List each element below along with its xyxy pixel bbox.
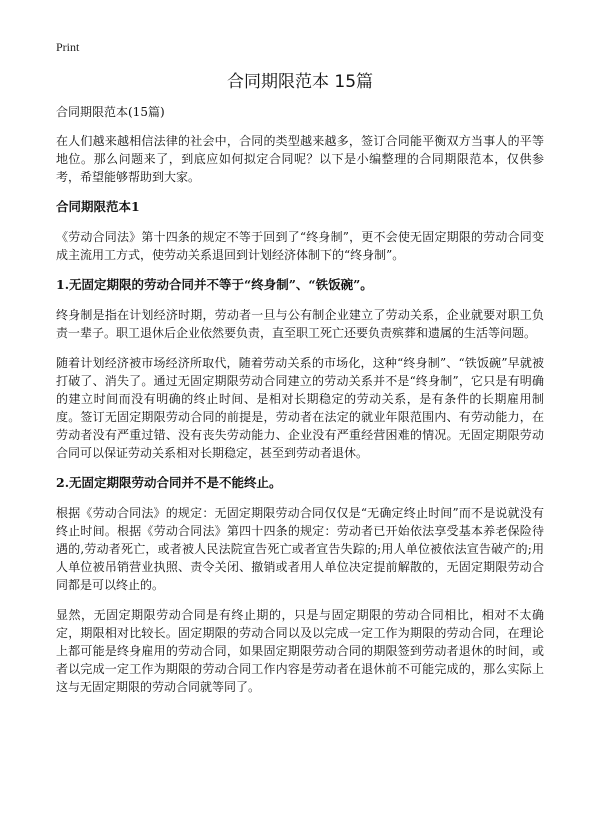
- page-title: 合同期限范本 15篇: [226, 72, 374, 92]
- section-title: 合同期限范本1: [56, 199, 140, 214]
- document-subtitle: 合同期限范本(15篇): [56, 105, 165, 119]
- paragraph-1: 《劳动合同法》第十四条的规定不等于回到了“终身制”，更不会使无固定期限的劳动合同变成主流用工方式，使劳动关系退回到计划经济体制下的“终身制”。: [56, 230, 544, 262]
- heading-2: 2.无固定期限劳动合同并不是不能终止。: [56, 475, 282, 490]
- paragraph-2: 终身制是指在计划经济时期，劳动者一旦与公有制企业建立了劳动关系，企业就要对职工负责一辈子。职工退休后企业依然要负责，直至职工死亡还要负责殡葬和遗属的生活等问题。: [56, 308, 544, 340]
- paragraph-4: 根据《劳动合同法》的规定：无固定期限劳动合同仅仅是“无确定终止时间”而不是说就没有终止时间。根据《劳动合同法》第四十四条的规定：劳动者已开始依法享受基本养老保险待遇的,劳动者死亡，或者被人民法院宣告死亡或者宣告失踪的;用人单位被依法宣告破产的;用人单位被吊销营业执照、责令关闭、撤销或者用人单位决定提前解散的，无固定期限劳动合同都是可以终止的。: [56, 506, 544, 592]
- print-label: Print: [56, 40, 80, 54]
- intro-paragraph: 在人们越来越相信法律的社会中，合同的类型越来越多，签订合同能平衡双方当事人的平等地位。那么问题来了，到底应如何拟定合同呢？以下是小编整理的合同期限范本，仅供参考，希望能够帮助到大家。: [56, 134, 544, 184]
- paragraph-5: 显然，无固定期限劳动合同是有终止期的，只是与固定期限的劳动合同相比，相对不太确定，期限相对比较长。固定期限的劳动合同以及以完成一定工作为期限的劳动合同，在理论上都可能是终身雇用的劳动合同，如果固定期限劳动合同的期限签到劳动者退休的时间，或者以完成一定工作为期限的劳动合同工作内容是劳动者在退休前不可能完成的，那么实际上这与无固定期限的劳动合同就等同了。: [56, 608, 544, 694]
- heading-1: 1.无固定期限的劳动合同并不等于“终身制”、“铁饭碗”。: [56, 277, 373, 292]
- paragraph-3: 随着计划经济被市场经济所取代，随着劳动关系的市场化，这种“终身制”、“铁饭碗”早就被打破了、消失了。通过无固定期限劳动合同建立的劳动关系并不是“终身制”，它只是有明确的建立时间而没有明确的终止时间、是相对长期稳定的劳动关系，是有条件的长期雇用制度。签订无固定期限劳动合同的前提是，劳动者在法定的就业年限范围内、有劳动能力，在劳动者没有严重过错、没有丧失劳动能力、企业没有严重经营困难的情况。无固定期限劳动合同可以保证劳动关系相对长期稳定，甚至到劳动者退休。: [56, 356, 544, 460]
